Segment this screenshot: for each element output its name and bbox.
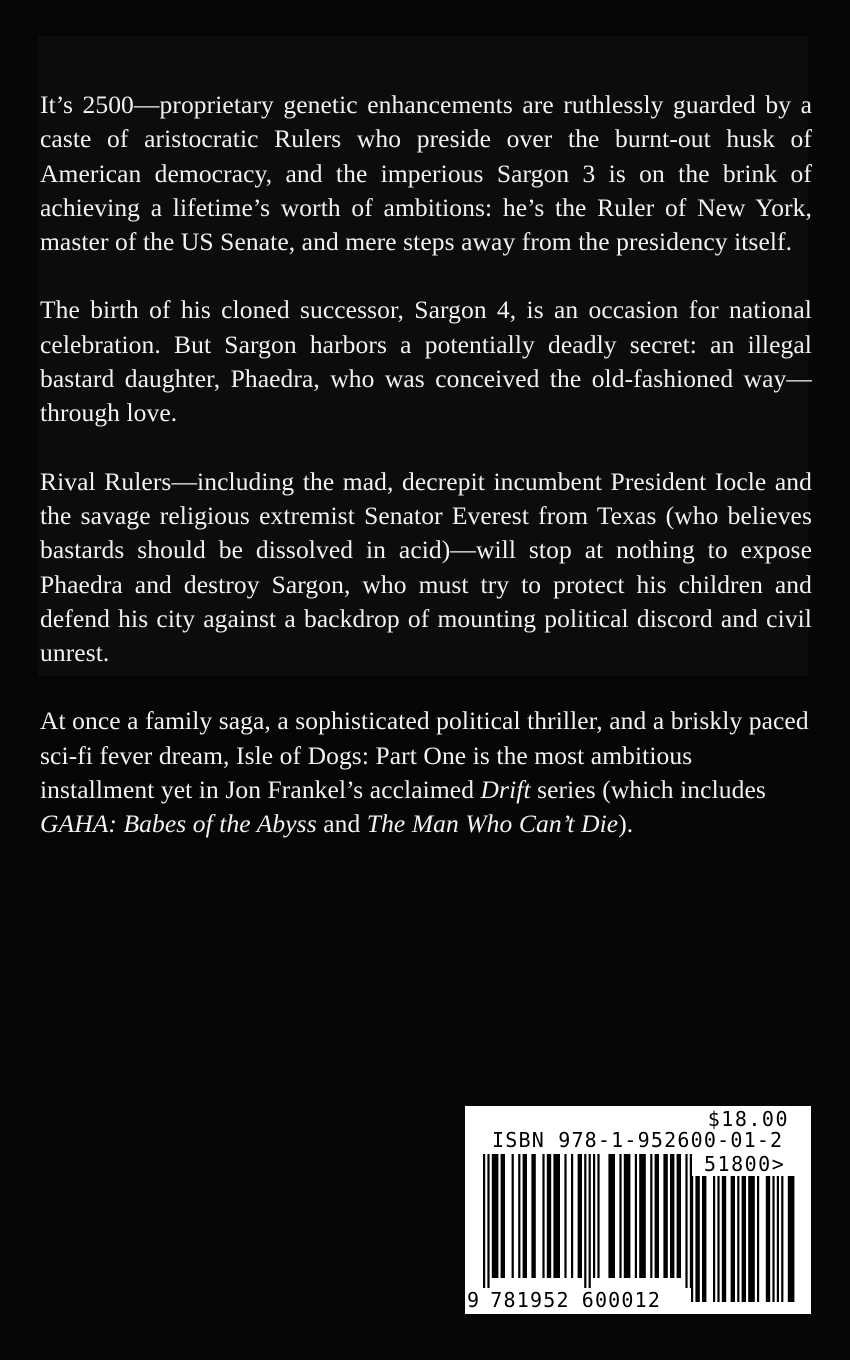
barcode-bar: [717, 1176, 719, 1302]
barcode-bar: [713, 1176, 715, 1302]
barcode-bar: [677, 1154, 681, 1278]
barcode-bar: [695, 1176, 699, 1302]
blurb-p4-start: At once a family saga, a sophisticated political thriller, and a briskly paced sci-fi fever dream, Isle of Dogs: Part One is the most ambitious installment yet in Jon Frankel’s acclaimed: [40, 706, 809, 805]
ean-left-group: 781952: [490, 1288, 570, 1312]
barcode-bar: [748, 1176, 755, 1302]
blurb-paragraph-1: It’s 2500—proprietary genetic enhancements are ruthlessly guarded by a caste of aristocratic Rulers who preside over the burnt-out husk of American democracy, and the imperious Sargon 3 is on the brink of achieving a lifetime’s worth of ambitions: he’s the Ruler of New York, master of the US Senate, and mere steps away from the presidency itself.: [40, 90, 812, 257]
barcode-bar: [788, 1176, 795, 1302]
barcode-bar: [589, 1154, 591, 1288]
price-addon-code: 51800>: [704, 1152, 786, 1176]
blurb-paragraph-2: The birth of his cloned successor, Sargon 4, is an occasion for national celebration. But Sargon harbors a potentially deadly secret: an illegal bastard daughter, Phaedra, who was conceived the old-fashioned way—through love.: [40, 295, 812, 428]
barcode-bar: [553, 1154, 560, 1278]
barcode-bar: [483, 1154, 485, 1288]
barcode-bar: [624, 1154, 631, 1278]
barcode-bar: [523, 1154, 527, 1278]
barcode-bar: [518, 1154, 520, 1278]
blurb-paragraph-3: Rival Rulers—including the mad, decrepit incumbent President Iocle and the savage religious extremist Senator Everest from Texas (who believes bastards should be dissolved in acid)—will stop at nothing to expose Phaedra and destroy Sargon, who must try to protect his children and defend his city against a backdrop of mounting political discord and civil unrest.: [40, 466, 812, 668]
blurb-p4-mid1: series (which includes: [530, 775, 766, 805]
barcode-bar: [487, 1154, 489, 1288]
barcode-bar: [635, 1154, 637, 1278]
barcode-bar: [663, 1154, 667, 1278]
barcode-bar: [608, 1154, 615, 1278]
barcode-bar: [781, 1176, 783, 1302]
price-label: $18.00: [707, 1107, 789, 1131]
barcode-bar: [512, 1154, 514, 1278]
barcode-bar: [691, 1176, 693, 1302]
barcode-bar: [564, 1154, 566, 1278]
barcode-bar: [639, 1154, 646, 1278]
ean-right-group: 600012: [581, 1288, 662, 1312]
barcode-bar: [766, 1176, 770, 1302]
barcode-bar: [547, 1154, 551, 1278]
barcode-bar: [737, 1176, 739, 1302]
book-title-2: The Man Who Can’t Die: [366, 809, 619, 839]
barcode-bar: [531, 1154, 535, 1278]
barcode-bar: [685, 1154, 687, 1288]
barcode-bar: [501, 1154, 505, 1278]
barcode-bar: [655, 1154, 659, 1278]
ean-first-digit: 9: [467, 1288, 481, 1312]
barcode-bar: [578, 1154, 582, 1278]
isbn-label: ISBN 978-1-952600-01-2: [492, 1128, 784, 1152]
barcode-bar: [571, 1154, 573, 1278]
blurb-p4-end: ).: [618, 809, 634, 839]
barcode-bar: [777, 1176, 779, 1302]
barcode-bar: [492, 1154, 499, 1278]
barcode-bar: [742, 1176, 746, 1302]
isbn-barcode-block: [465, 1106, 811, 1314]
barcode-bar: [619, 1154, 621, 1278]
barcode-bar: [722, 1176, 726, 1302]
barcode-bar: [757, 1176, 759, 1302]
barcode-bar: [650, 1154, 652, 1278]
series-title: Drift: [480, 775, 531, 805]
blurb-paragraph-4: [40, 704, 812, 841]
barcode-bar: [731, 1176, 735, 1302]
barcode-bar: [670, 1154, 674, 1278]
barcode-bar: [542, 1154, 544, 1278]
barcode-bar: [597, 1154, 599, 1278]
barcode-bar: [593, 1154, 595, 1278]
barcode-bar: [584, 1154, 586, 1288]
barcode-bar: [772, 1176, 774, 1302]
blurb-p4-mid2: and: [316, 809, 367, 839]
ean-digits: [467, 1288, 661, 1312]
book-title-1: GAHA: Babes of the Abyss: [40, 809, 317, 839]
barcode-bar: [702, 1176, 706, 1302]
back-cover-blurb: [40, 88, 812, 876]
barcode-bars: [465, 1106, 811, 1314]
